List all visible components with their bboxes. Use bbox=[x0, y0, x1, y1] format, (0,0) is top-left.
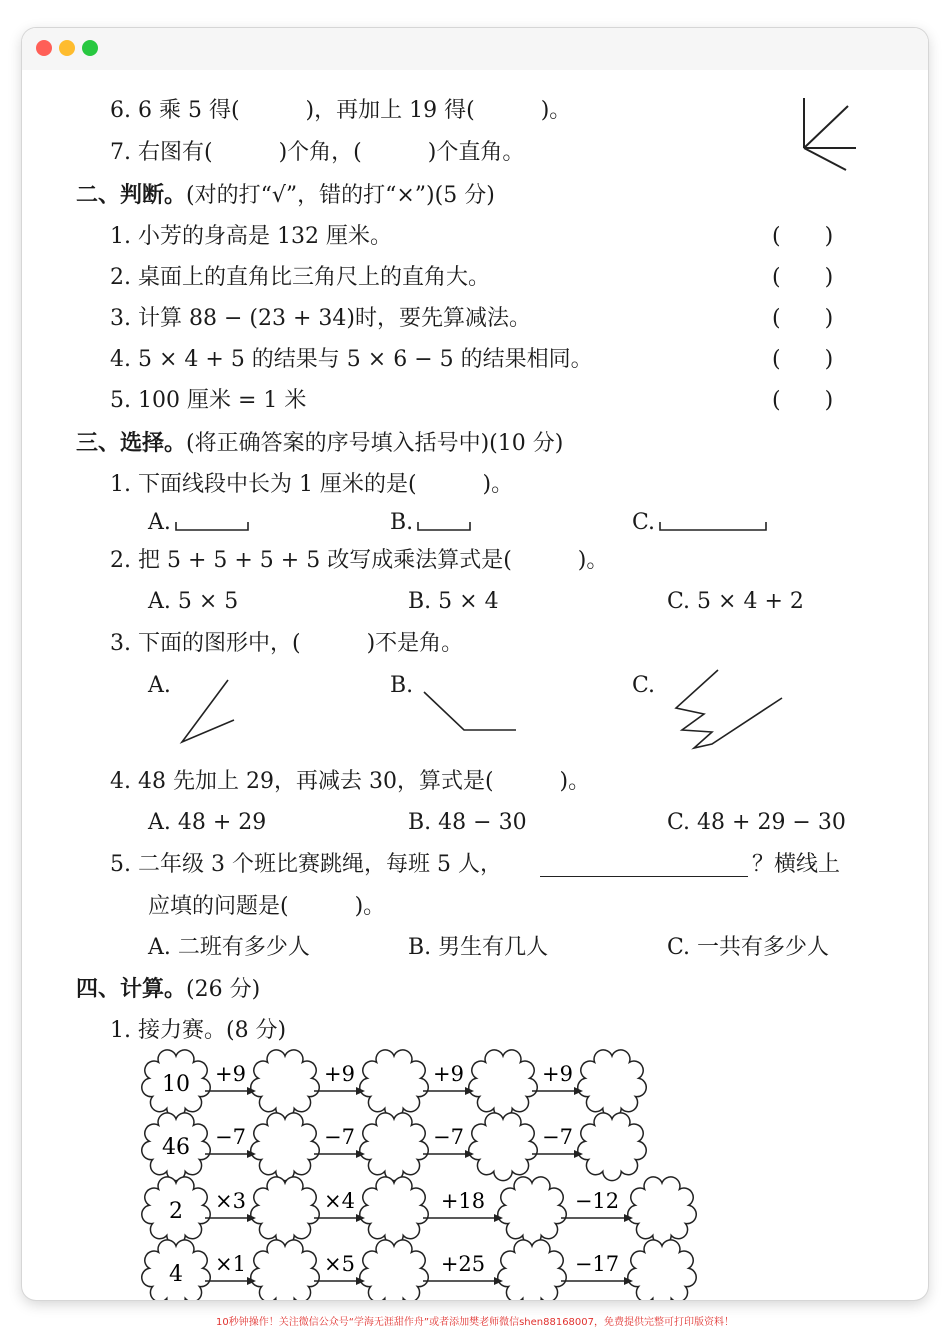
choice-question-1: 1. 下面线段中长为 1 厘米的是( )。 bbox=[110, 472, 514, 497]
relay-operation-label: −12 bbox=[574, 1189, 620, 1213]
relay-answer-flower[interactable] bbox=[251, 1240, 319, 1300]
judge-answer-3[interactable]: ( ) bbox=[772, 306, 834, 331]
relay-answer-flower[interactable] bbox=[360, 1113, 428, 1181]
relay-answer-flower[interactable] bbox=[360, 1050, 428, 1118]
q1-option-a: A. bbox=[148, 510, 171, 535]
q1-option-c: C. bbox=[632, 510, 656, 535]
relay-operation-label: ×3 bbox=[215, 1189, 246, 1213]
question-7: 7. 右图有( )个角，( )个直角。 bbox=[110, 140, 525, 165]
relay-answer-flower[interactable] bbox=[469, 1050, 537, 1118]
relay-operation-label: +18 bbox=[440, 1189, 486, 1213]
relay-operation-label: −7 bbox=[215, 1125, 246, 1149]
relay-answer-flower[interactable] bbox=[251, 1177, 319, 1245]
relay-operation-label: +25 bbox=[440, 1252, 486, 1276]
relay-answer-flower[interactable] bbox=[360, 1177, 428, 1245]
relay-start-value: 46 bbox=[162, 1135, 190, 1160]
relay-operation-label: −17 bbox=[574, 1252, 620, 1276]
relay-answer-flower[interactable] bbox=[578, 1050, 646, 1118]
judge-answer-2[interactable]: ( ) bbox=[772, 265, 834, 290]
q3-option-a: A. bbox=[148, 673, 171, 698]
q2-option-a: A. 5 × 5 bbox=[148, 589, 239, 614]
worksheet-page bbox=[22, 28, 928, 1300]
judge-answer-5[interactable]: ( ) bbox=[772, 388, 834, 413]
q1-option-b: B. bbox=[390, 510, 414, 535]
part4-heading: 四、计算。(26 分) bbox=[76, 976, 261, 1002]
q5-option-a: A. 二班有多少人 bbox=[148, 935, 310, 960]
relay-answer-flower[interactable] bbox=[251, 1113, 319, 1181]
relay-operation-label: +9 bbox=[433, 1062, 464, 1086]
q4-option-a: A. 48 + 29 bbox=[148, 810, 267, 835]
relay-operation-label: −7 bbox=[324, 1125, 355, 1149]
relay-operation-label: −7 bbox=[433, 1125, 464, 1149]
relay-chains bbox=[22, 28, 928, 1300]
relay-start-value: 10 bbox=[162, 1072, 190, 1097]
relay-answer-flower[interactable] bbox=[498, 1240, 566, 1300]
part3-heading: 三、选择。(将正确答案的序号填入括号中)(10 分) bbox=[76, 430, 564, 456]
relay-answer-flower[interactable] bbox=[360, 1240, 428, 1300]
relay-start-value: 4 bbox=[169, 1262, 183, 1287]
judge-item-3: 3. 计算 88 − (23 + 34)时，要先算减法。 bbox=[110, 306, 531, 331]
q2-option-c: C. 5 × 4 + 2 bbox=[667, 589, 804, 614]
document-window bbox=[22, 28, 928, 1300]
q4-option-c: C. 48 + 29 − 30 bbox=[667, 810, 846, 835]
relay-answer-flower[interactable] bbox=[469, 1113, 537, 1181]
q4-option-b: B. 48 − 30 bbox=[408, 810, 527, 835]
choice-question-5-tail: ？横线上 bbox=[752, 852, 841, 877]
choice-question-3: 3. 下面的图形中，( )不是角。 bbox=[110, 631, 464, 656]
relay-operation-label: ×5 bbox=[324, 1252, 355, 1276]
relay-answer-flower[interactable] bbox=[628, 1177, 696, 1245]
relay-operation-label: ×4 bbox=[324, 1189, 355, 1213]
judge-item-5: 5. 100 厘米 = 1 米 bbox=[110, 388, 307, 413]
q5-option-c: C. 一共有多少人 bbox=[667, 935, 830, 960]
q3-option-c: C. bbox=[632, 673, 656, 698]
choice-question-2: 2. 把 5 + 5 + 5 + 5 改写成乘法算式是( )。 bbox=[110, 548, 609, 573]
choice-question-5-line1: 5. 二年级 3 个班比赛跳绳，每班 5 人， bbox=[110, 852, 502, 877]
choice-question-5-line2: 应填的问题是( )。 bbox=[148, 894, 386, 919]
relay-start-value: 2 bbox=[169, 1199, 183, 1224]
judge-answer-4[interactable]: ( ) bbox=[772, 347, 834, 372]
relay-title: 1. 接力赛。(8 分) bbox=[110, 1018, 287, 1043]
relay-answer-flower[interactable] bbox=[498, 1177, 566, 1245]
choice-question-4: 4. 48 先加上 29，再减去 30，算式是( )。 bbox=[110, 769, 591, 794]
footer-notice: 10秒钟操作！关注微信公众号“学海无涯甜作舟”或者添加樊老师微信shen88168007，免费提供完整可打印版资料！ bbox=[215, 1317, 735, 1328]
q2-option-b: B. 5 × 4 bbox=[408, 589, 499, 614]
q5-option-b: B. 男生有几人 bbox=[408, 935, 549, 960]
judge-item-4: 4. 5 × 4 + 5 的结果与 5 × 6 − 5 的结果相同。 bbox=[110, 347, 593, 372]
relay-operation-label: −7 bbox=[542, 1125, 573, 1149]
relay-operation-label: +9 bbox=[542, 1062, 573, 1086]
judge-item-1: 1. 小芳的身高是 132 厘米。 bbox=[110, 224, 392, 249]
relay-answer-flower[interactable] bbox=[628, 1240, 696, 1300]
relay-operation-label: ×1 bbox=[215, 1252, 246, 1276]
part2-heading: 二、判断。(对的打“√”，错的打“×”)(5 分) bbox=[76, 182, 495, 208]
relay-answer-flower[interactable] bbox=[578, 1113, 646, 1181]
relay-operation-label: +9 bbox=[215, 1062, 246, 1086]
question-6: 6. 6 乘 5 得( )，再加上 19 得( )。 bbox=[110, 98, 572, 123]
relay-operation-label: +9 bbox=[324, 1062, 355, 1086]
q3-option-b: B. bbox=[390, 673, 414, 698]
judge-answer-1[interactable]: ( ) bbox=[772, 224, 834, 249]
relay-answer-flower[interactable] bbox=[251, 1050, 319, 1118]
judge-item-2: 2. 桌面上的直角比三角尺上的直角大。 bbox=[110, 265, 490, 290]
